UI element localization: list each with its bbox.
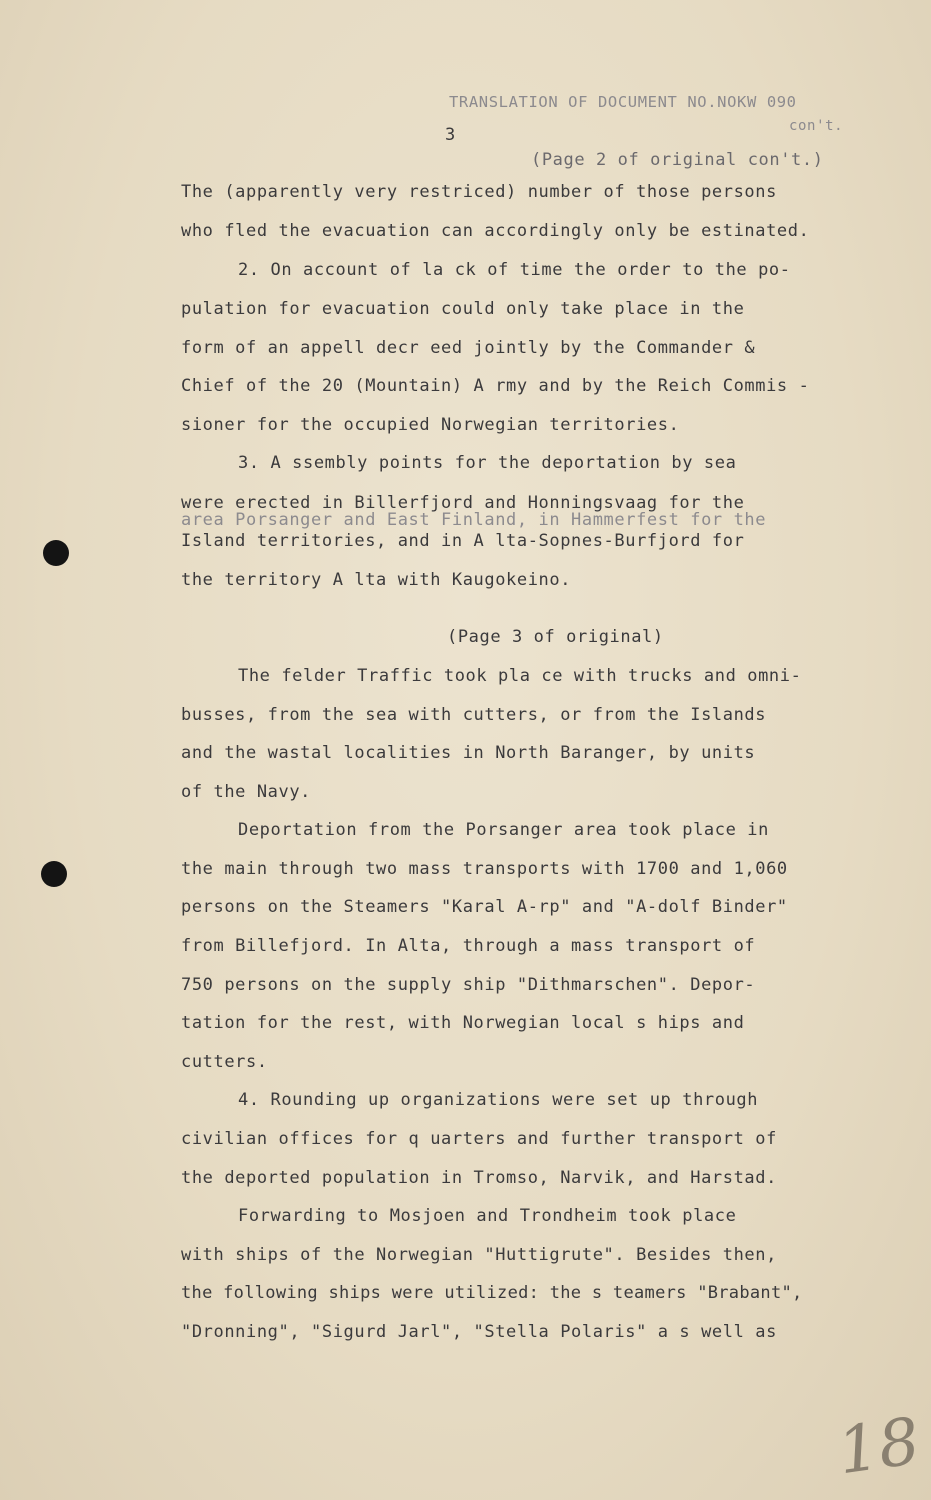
text-line: cutters. — [181, 1052, 268, 1072]
text-line: Chief of the 20 (Mountain) A rmy and by the Reich Commis - — [181, 376, 810, 396]
text-line: of the Navy. — [181, 782, 312, 802]
text-line: the following ships were utilized: the s teamers "Brabant", — [181, 1283, 803, 1303]
text-line: persons on the Steamers "Karal A-rp" and "A-dolf Binder" — [181, 897, 788, 917]
text-line: tation for the rest, with Norwegian local s hips and — [181, 1013, 745, 1033]
text-line: sioner for the occupied Norwegian territories. — [181, 415, 680, 435]
text-line: who fled the evacuation can accordingly only be estinated. — [181, 221, 810, 241]
text-line: civilian offices for q uarters and further transport of — [181, 1129, 777, 1149]
text-line: the deported population in Tromso, Narvik, and Harstad. — [181, 1168, 777, 1188]
text-line: Forwarding to Mosjoen and Trondheim took place — [238, 1206, 737, 1226]
text-line: pulation for evacuation could only take place in the — [181, 299, 745, 319]
text-line: The felder Traffic took pla ce with trucks and omni- — [238, 666, 802, 686]
continued-note: con't. — [789, 118, 844, 134]
punch-hole — [41, 861, 67, 887]
handwritten-folio-number: 18 — [833, 1404, 925, 1490]
text-line: with ships of the Norwegian "Huttigrute". Besides then, — [181, 1245, 777, 1265]
text-line: Island territories, and in A lta-Sopnes-Burfjord for — [181, 531, 745, 551]
original-page-note: (Page 2 of original con't.) — [531, 150, 824, 170]
page-number: 3 — [445, 125, 456, 145]
text-line: 4. Rounding up organizations were set up through — [238, 1090, 759, 1110]
text-line: Deportation from the Porsanger area took place in — [238, 820, 769, 840]
text-line: form of an appell decr eed jointly by the Commander & — [181, 338, 756, 358]
text-line: and the wastal localities in North Baranger, by units — [181, 743, 756, 763]
text-line: from Billefjord. In Alta, through a mass transport of — [181, 936, 756, 956]
text-line: "Dronning", "Sigurd Jarl", "Stella Polaris" a s well as — [181, 1322, 777, 1342]
original-page-heading: (Page 3 of original) — [447, 627, 664, 647]
text-line: the territory A lta with Kaugokeino. — [181, 570, 572, 590]
text-line: the main through two mass transports with 1700 and 1,060 — [181, 859, 788, 879]
text-line: The (apparently very restriced) number of those persons — [181, 182, 777, 202]
punch-hole — [43, 540, 69, 566]
text-line: were erected in Billerfjord and Honningsvaag for the — [181, 493, 745, 513]
text-line: 3. A ssembly points for the deportation by sea — [238, 453, 737, 473]
text-line: 2. On account of la ck of time the order to the po- — [238, 260, 791, 280]
text-line: area Porsanger and East Finland, in Hammerfest for the — [181, 510, 767, 530]
document-title: TRANSLATION OF DOCUMENT NO.NOKW 090 — [449, 93, 797, 111]
text-line: busses, from the sea with cutters, or from the Islands — [181, 705, 767, 725]
text-line: 750 persons on the supply ship "Dithmarschen". Depor- — [181, 975, 756, 995]
